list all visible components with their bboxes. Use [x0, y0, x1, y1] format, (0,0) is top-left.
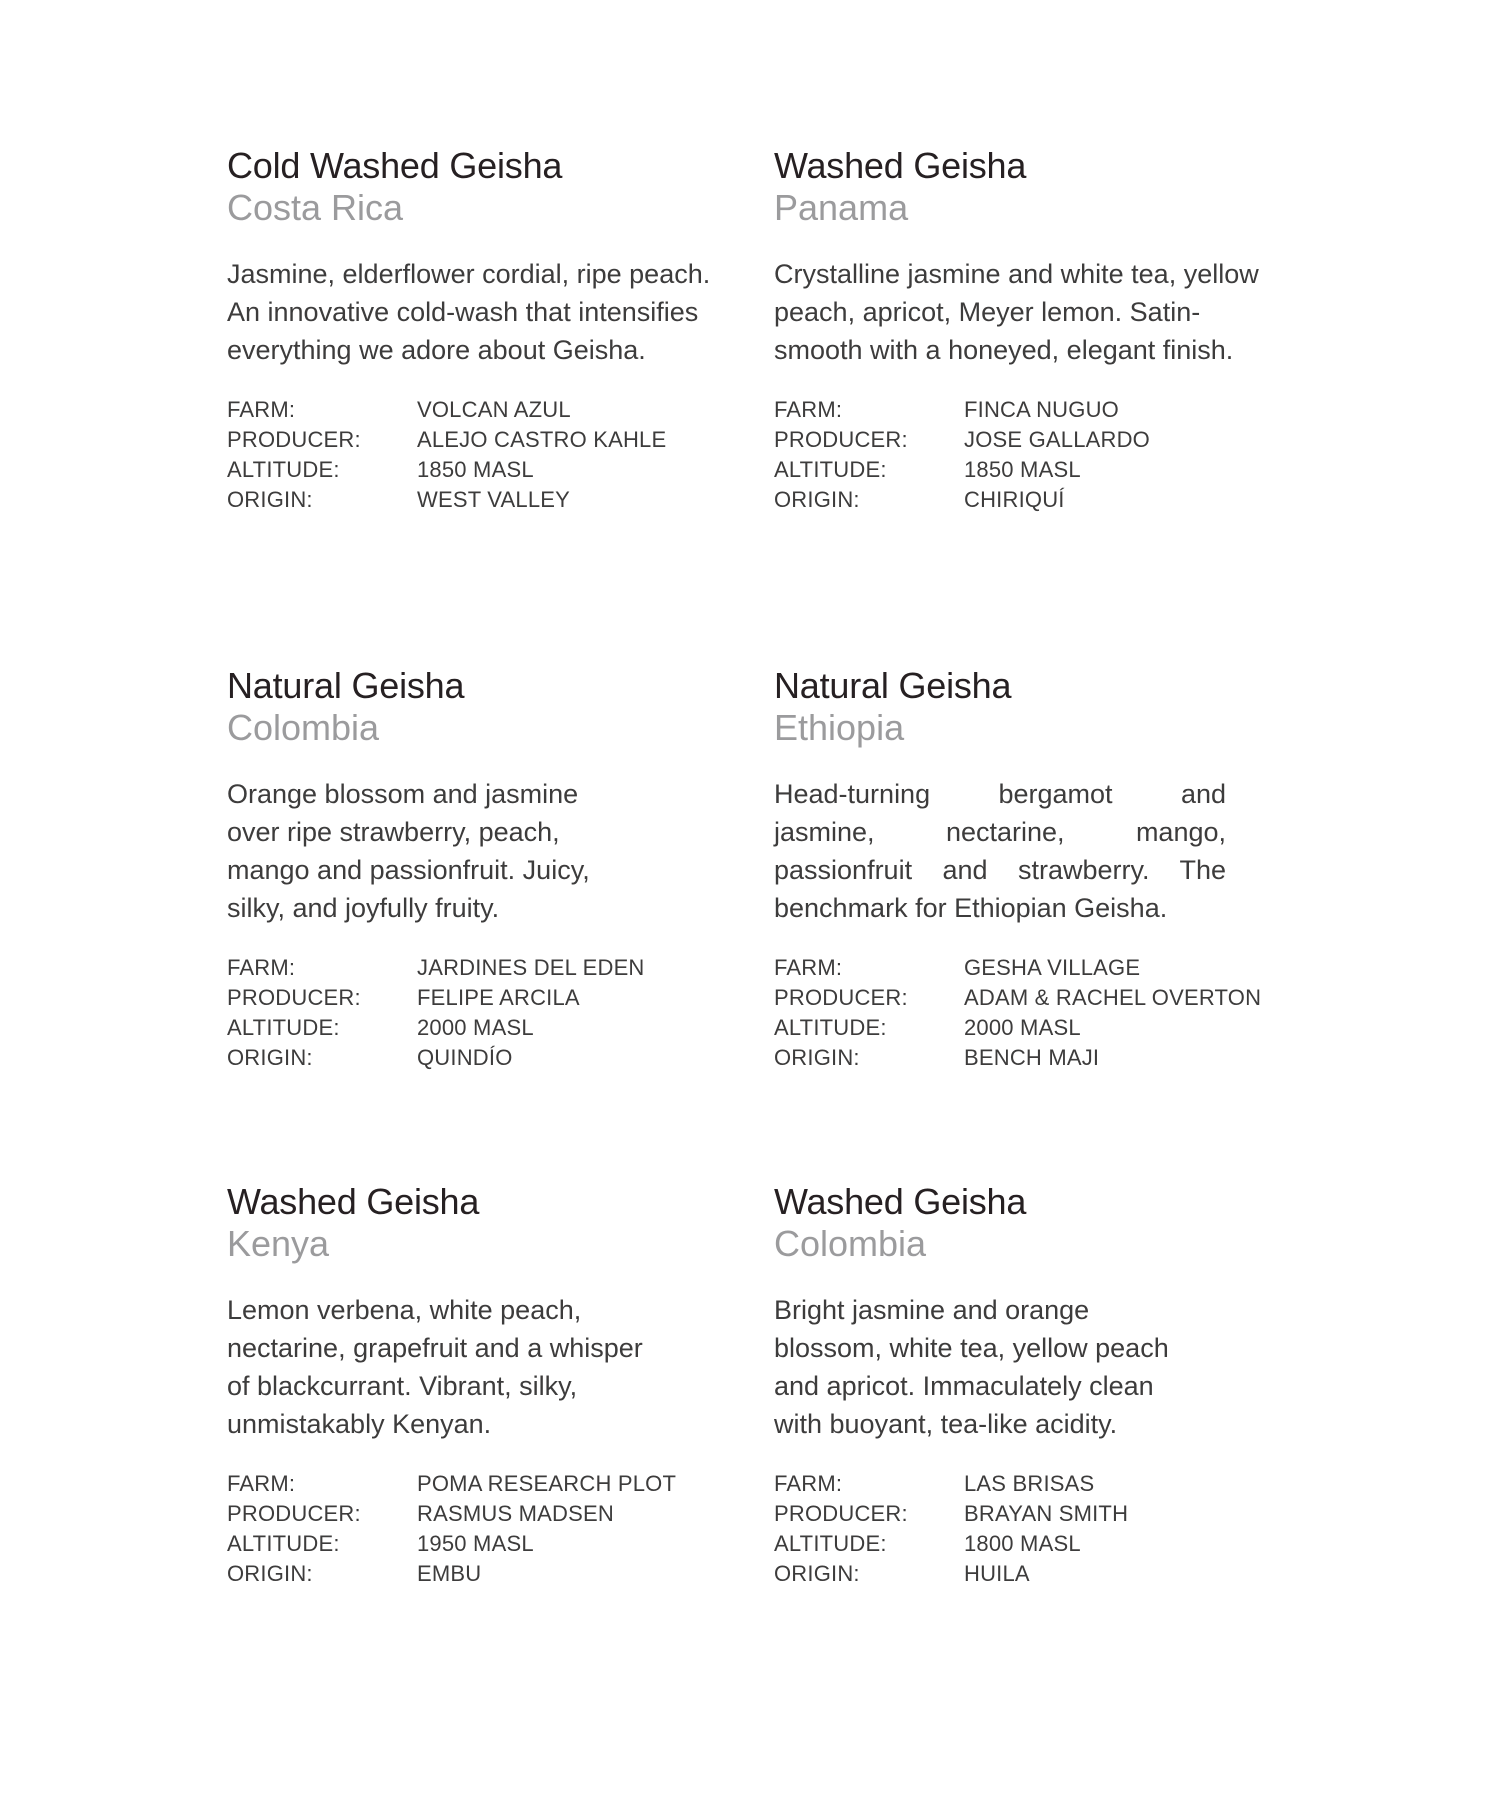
detail-label: ALTITUDE:: [227, 457, 340, 482]
detail-row-altitude: [227, 1529, 737, 1559]
detail-value: EMBU: [417, 1561, 482, 1586]
detail-row-farm: [227, 953, 737, 983]
coffee-details: [227, 395, 737, 515]
detail-label: ALTITUDE:: [774, 457, 887, 482]
coffee-details: [227, 1469, 737, 1589]
description-line: Jasmine, elderflower cordial, ripe peach.: [227, 259, 711, 289]
detail-row-origin: [774, 1043, 1284, 1073]
detail-label: ORIGIN:: [227, 1561, 313, 1586]
description-line: mango and passionfruit. Juicy,: [227, 855, 590, 885]
description-line: smooth with a honeyed, elegant finish.: [774, 335, 1234, 365]
detail-value: GESHA VILLAGE: [964, 955, 1141, 980]
detail-label: FARM:: [774, 955, 843, 980]
detail-label: ALTITUDE:: [227, 1531, 340, 1556]
coffee-card: [774, 1181, 1284, 1589]
detail-label: PRODUCER:: [774, 1501, 908, 1526]
coffee-title: Cold Washed Geisha: [227, 145, 563, 186]
detail-row-farm: [227, 395, 737, 425]
description-line: silky, and joyfully fruity.: [227, 893, 500, 923]
detail-row-altitude: [774, 1013, 1284, 1043]
detail-value: JOSE GALLARDO: [964, 427, 1150, 452]
description-line: Lemon verbena, white peach,: [227, 1295, 582, 1325]
detail-row-farm: [227, 1469, 737, 1499]
detail-label: PRODUCER:: [227, 985, 361, 1010]
detail-value: LAS BRISAS: [964, 1471, 1095, 1496]
detail-row-origin: [227, 1559, 737, 1589]
coffee-origin-country: Panama: [774, 187, 909, 228]
description-line: Head-turning bergamot and: [774, 779, 1226, 809]
coffee-details: [774, 1469, 1284, 1589]
detail-row-producer: [227, 425, 737, 455]
coffee-card: [227, 665, 737, 1073]
coffee-description: [227, 775, 737, 927]
detail-row-producer: [227, 1499, 737, 1529]
description-line: unmistakably Kenyan.: [227, 1409, 492, 1439]
detail-label: ORIGIN:: [774, 1561, 860, 1586]
detail-value: 1850 MASL: [964, 457, 1081, 482]
detail-label: ORIGIN:: [774, 487, 860, 512]
coffee-description: [227, 1291, 737, 1443]
detail-row-farm: [774, 1469, 1284, 1499]
coffee-origin-country: Ethiopia: [774, 707, 905, 748]
detail-label: ALTITUDE:: [774, 1015, 887, 1040]
detail-row-origin: [774, 1559, 1284, 1589]
detail-row-origin: [227, 1043, 737, 1073]
detail-value: 1800 MASL: [964, 1531, 1081, 1556]
description-line: passionfruit and strawberry. The: [774, 855, 1226, 885]
detail-value: VOLCAN AZUL: [417, 397, 571, 422]
detail-label: ALTITUDE:: [227, 1015, 340, 1040]
detail-row-altitude: [774, 455, 1284, 485]
detail-value: POMA RESEARCH PLOT: [417, 1471, 677, 1496]
detail-row-producer: [774, 983, 1284, 1013]
coffee-details: [774, 953, 1284, 1073]
detail-row-altitude: [227, 455, 737, 485]
detail-label: PRODUCER:: [227, 427, 361, 452]
detail-row-altitude: [227, 1013, 737, 1043]
coffee-title: Natural Geisha: [774, 665, 1012, 706]
detail-label: FARM:: [774, 397, 843, 422]
detail-label: ORIGIN:: [227, 1045, 313, 1070]
detail-value: 1850 MASL: [417, 457, 534, 482]
detail-row-producer: [774, 1499, 1284, 1529]
description-line: Crystalline jasmine and white tea, yellow: [774, 259, 1259, 289]
coffee-description: [774, 775, 1226, 927]
coffee-origin-country: Kenya: [227, 1223, 330, 1264]
description-line: An innovative cold-wash that intensifies: [227, 297, 699, 327]
description-line: Bright jasmine and orange: [774, 1295, 1090, 1325]
detail-label: ALTITUDE:: [774, 1531, 887, 1556]
detail-label: ORIGIN:: [774, 1045, 860, 1070]
description-line: nectarine, grapefruit and a whisper: [227, 1333, 643, 1363]
detail-value: QUINDÍO: [417, 1045, 513, 1070]
detail-label: FARM:: [774, 1471, 843, 1496]
detail-value: 2000 MASL: [417, 1015, 534, 1040]
detail-value: 1950 MASL: [417, 1531, 534, 1556]
detail-row-origin: [227, 485, 737, 515]
detail-value: WEST VALLEY: [417, 487, 570, 512]
coffee-title: Washed Geisha: [774, 1181, 1027, 1222]
coffee-description: [227, 255, 737, 369]
detail-row-origin: [774, 485, 1284, 515]
coffee-card: [774, 665, 1284, 1073]
detail-label: ORIGIN:: [227, 487, 313, 512]
description-line: with buoyant, tea-like acidity.: [774, 1409, 1118, 1439]
description-line: and apricot. Immaculately clean: [774, 1371, 1154, 1401]
detail-value: ADAM & RACHEL OVERTON: [964, 985, 1262, 1010]
coffee-card: [227, 1181, 737, 1589]
coffee-origin-country: Costa Rica: [227, 187, 404, 228]
detail-label: FARM:: [227, 397, 296, 422]
coffee-title: Washed Geisha: [227, 1181, 480, 1222]
detail-value: 2000 MASL: [964, 1015, 1081, 1040]
detail-row-producer: [774, 425, 1284, 455]
detail-row-producer: [227, 983, 737, 1013]
detail-label: PRODUCER:: [774, 427, 908, 452]
coffee-details: [227, 953, 737, 1073]
coffee-card: [774, 145, 1284, 515]
description-line: over ripe strawberry, peach,: [227, 817, 560, 847]
coffee-origin-country: Colombia: [227, 707, 380, 748]
description-line: peach, apricot, Meyer lemon. Satin-: [774, 297, 1201, 327]
detail-row-altitude: [774, 1529, 1284, 1559]
detail-label: FARM:: [227, 955, 296, 980]
detail-value: ALEJO CASTRO KAHLE: [417, 427, 667, 452]
detail-value: JARDINES DEL EDEN: [417, 955, 645, 980]
detail-label: FARM:: [227, 1471, 296, 1496]
description-line: everything we adore about Geisha.: [227, 335, 646, 365]
coffee-title: Natural Geisha: [227, 665, 465, 706]
detail-value: CHIRIQUÍ: [964, 487, 1065, 512]
coffee-details: [774, 395, 1284, 515]
detail-label: PRODUCER:: [774, 985, 908, 1010]
detail-value: FINCA NUGUO: [964, 397, 1119, 422]
coffee-origin-country: Colombia: [774, 1223, 927, 1264]
detail-value: BENCH MAJI: [964, 1045, 1100, 1070]
description-line: blossom, white tea, yellow peach: [774, 1333, 1169, 1363]
detail-row-farm: [774, 953, 1284, 983]
detail-value: BRAYAN SMITH: [964, 1501, 1129, 1526]
detail-value: HUILA: [964, 1561, 1030, 1586]
description-line: of blackcurrant. Vibrant, silky,: [227, 1371, 578, 1401]
coffee-description: [774, 255, 1284, 369]
description-line: jasmine, nectarine, mango,: [774, 817, 1226, 847]
detail-value: FELIPE ARCILA: [417, 985, 580, 1010]
detail-value: RASMUS MADSEN: [417, 1501, 614, 1526]
description-line: benchmark for Ethiopian Geisha.: [774, 893, 1168, 923]
coffee-description: [774, 1291, 1284, 1443]
coffee-title: Washed Geisha: [774, 145, 1027, 186]
coffee-card: [227, 145, 737, 515]
detail-row-farm: [774, 395, 1284, 425]
description-line: Orange blossom and jasmine: [227, 779, 579, 809]
detail-label: PRODUCER:: [227, 1501, 361, 1526]
